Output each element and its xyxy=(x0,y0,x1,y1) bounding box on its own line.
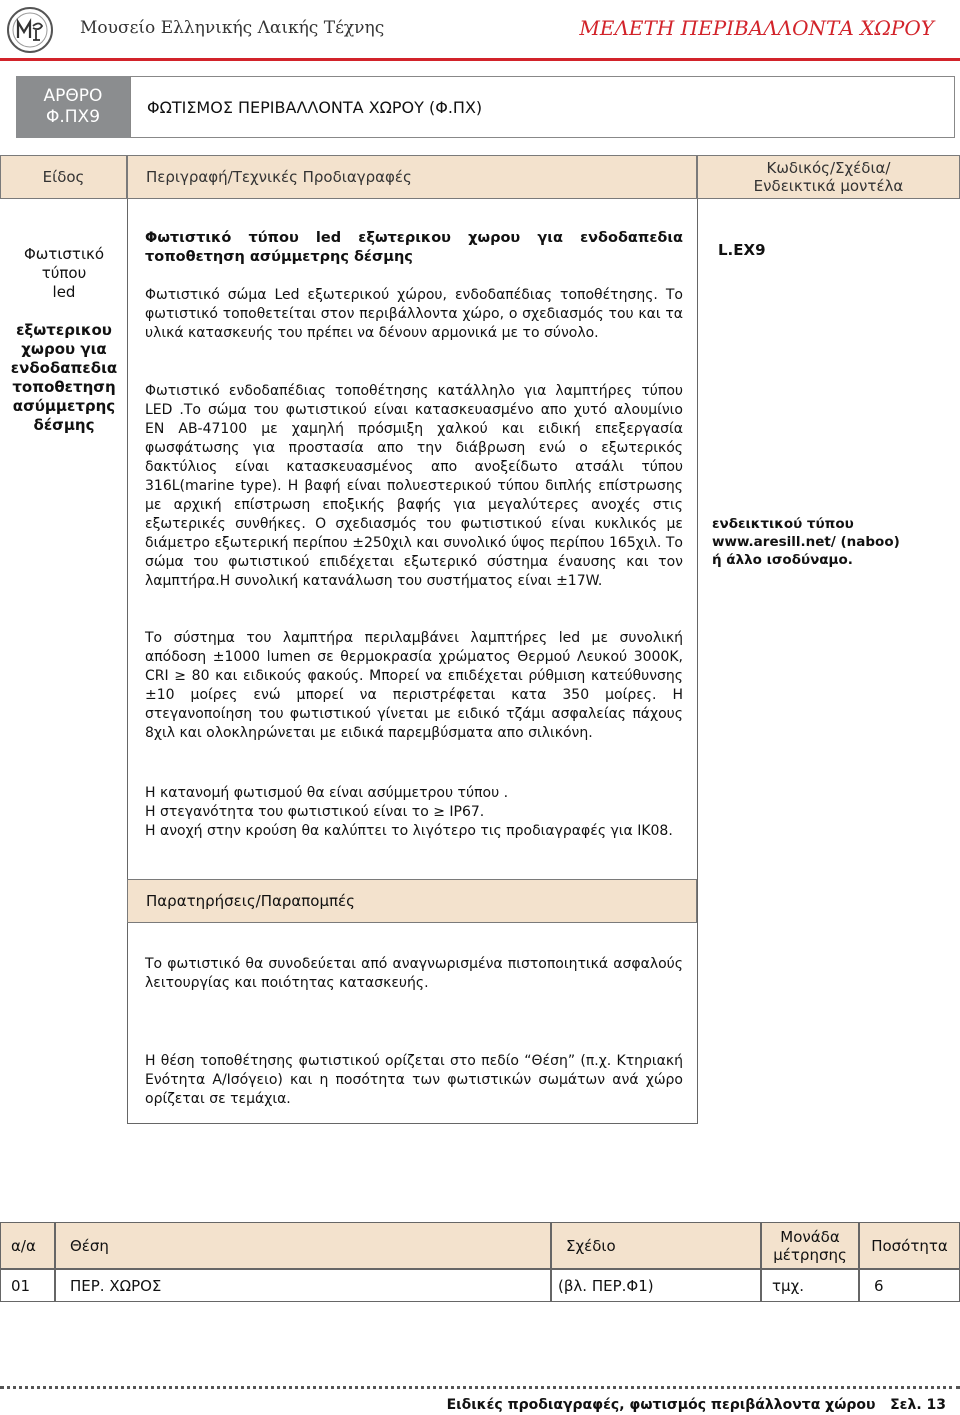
description-paragraph: Η κατανομή φωτισμού θα είναι ασύμμετρου τύπου . Η στεγανότητα του φωτιστικού είναι το ≥ IP67. Η ανοχή στην κρούση θα καλύπτει το λιγότερο τις προδιαγραφές για IK08. xyxy=(145,785,673,839)
grid-line xyxy=(127,199,128,879)
item-code: L.EX9 xyxy=(718,241,766,259)
footer-divider xyxy=(0,1386,960,1389)
table-cell-quantity: 6 xyxy=(859,1269,960,1302)
museum-name: Μουσείο Ελληνικής Λαικής Τέχνης xyxy=(80,18,385,38)
grid-line xyxy=(127,1123,698,1124)
table-cell-drawing: (βλ. ΠΕΡ.Φ1) xyxy=(551,1269,761,1302)
remarks-paragraph: Η θέση τοποθέτησης φωτιστικού ορίζεται στο πεδίο “Θέση” (π.χ. Κτηριακή Ενότητα Α/Ισόγειο) και η ποσότητα των φωτιστικών σωμάτων ανά χώρο ορίζεται σε τεμάχια. xyxy=(145,1053,683,1107)
header-divider xyxy=(0,58,960,61)
column-header-code: Κωδικός/Σχέδια/ Ενδεικτικά μοντέλα xyxy=(697,155,960,199)
table-header-position: Θέση xyxy=(55,1222,551,1269)
column-header-kind: Είδος xyxy=(0,155,127,199)
table-cell-unit: τμχ. xyxy=(761,1269,859,1302)
museum-logo xyxy=(6,6,54,54)
article-title: ΦΩΤΙΣΜΟΣ ΠΕΡΙΒΑΛΛΟΝΤΑ ΧΩΡΟΥ (Φ.ΠΧ) xyxy=(147,97,483,117)
grid-line xyxy=(127,923,128,1123)
column-header-description: Περιγραφή/Τεχνικές Προδιαγραφές xyxy=(127,155,697,199)
grid-line xyxy=(697,199,698,1123)
table-cell-position: ΠΕΡ. ΧΩΡΟΣ xyxy=(55,1269,551,1302)
table-header-index: α/α xyxy=(0,1222,55,1269)
remarks-paragraph: Το φωτιστικό θα συνοδεύεται από αναγνωρισμένα πιστοποιητικά ασφαλούς λειτουργίας και ποιότητας κατασκευής. xyxy=(145,956,683,991)
indicative-model: ενδεικτικού τύπου www.aresill.net/ (naboo) ή άλλο ισοδύναμο. xyxy=(712,516,900,568)
study-title: ΜΕΛΕΤΗ ΠΕΡΙΒΑΛΛΟΝΤΑ ΧΩΡΟΥ xyxy=(579,16,934,40)
remarks-header: Παρατηρήσεις/Παραπομπές xyxy=(127,879,697,923)
table-header-quantity: Ποσότητα xyxy=(859,1222,960,1269)
description-paragraph: Φωτιστικό ενδοδαπέδιας τοποθέτησης κατάλληλο για λαμπτήρες τύπου LED .Το σώμα του φωτιστικού είναι κατασκευασμένο απο χυτό αλουμίνιο EN AB-47100 με χαμηλή πρόσμιξη χαλκού και ειδική επεξεργασία φωσφάτωσης για προστασία απο την διάβρωση ενώ ο εξωτερικός δακτύλιος είναι κατασκευασμένος απο ανοξείδωτο ατσάλι τύπου 316L(marine type). Η βαφή είναι πολυεστερικού τύπου διπλής επίστρωσης με αρχική επίστρωση εποξικής βαφής για μεγαλύτερες ανοχές στις εξωτερικές συνθήκες. Ο σχεδιασμός του φωτιστικού είναι κυκλικός με διάμετρο εξωτερική περίπου ±250χιλ και συνολικό ύψος περίπου 165χιλ. Το σώμα του φωτιστικού επιδέχεται εξωτερικό σύστημα έναυσης και τον λαμπτήρα.Η συνολική κατανάλωση του συστήματος είναι ±17W. xyxy=(145,383,683,589)
table-header-drawing: Σχέδιο xyxy=(551,1222,761,1269)
article-title-box xyxy=(130,76,955,138)
article-code: ΑΡΘΡΟ Φ.ΠΧ9 xyxy=(16,76,130,138)
page-footer: Ειδικές προδιαγραφές, φωτισμός περιβάλλοντα χώρου Σελ. 13 xyxy=(446,1397,946,1413)
item-kind-bold: εξωτερικου χωρου για ενδοδαπεδια τοποθετηση ασύμμετρης δέσμης xyxy=(10,321,118,434)
item-kind xyxy=(4,226,124,454)
description-paragraph: Φωτιστικό σώμα Led εξωτερικού χώρου, ενδοδαπέδιας τοποθέτησης. Το φωτιστικό τοποθετείται στον περιβάλλοντα χώρο, ο σχεδιασμός του και τα υλικά κατασκευής του πρέπει να δένουν αρμονικά με το σύνολο. xyxy=(145,287,683,341)
item-kind-normal: Φωτιστικό τύπου led xyxy=(23,245,105,301)
description-paragraph: Το σύστημα του λαμπτήρα περιλαμβάνει λαμπτήρες led με συνολική απόδοση ±1000 lumen σε θερμοκρασία χρώματος Θερμού Λευκού 3000K, CRI ≥ 80 και ειδικούς φακούς. Μπορεί να επιδέχεται ρύθμιση κατεύθυνσης ±10 μοίρες ενώ μπορεί να περιστρέφεται κατα 350 μοίρες. Η στεγανοποίηση του φωτιστικού γίνεται με ειδικό τζάμι ασφαλείας πάχους 8χιλ και ολοκληρώνεται με ειδικά παρεμβύσματα απο σιλικόνη. xyxy=(145,630,683,741)
table-cell-index: 01 xyxy=(0,1269,55,1302)
item-title: Φωτιστικό τύπου led εξωτερικου χωρου για ενδοδαπεδια τοποθετηση ασύμμετρης δέσμης xyxy=(145,230,683,265)
table-header-unit: Μονάδα μέτρησης xyxy=(761,1222,859,1269)
